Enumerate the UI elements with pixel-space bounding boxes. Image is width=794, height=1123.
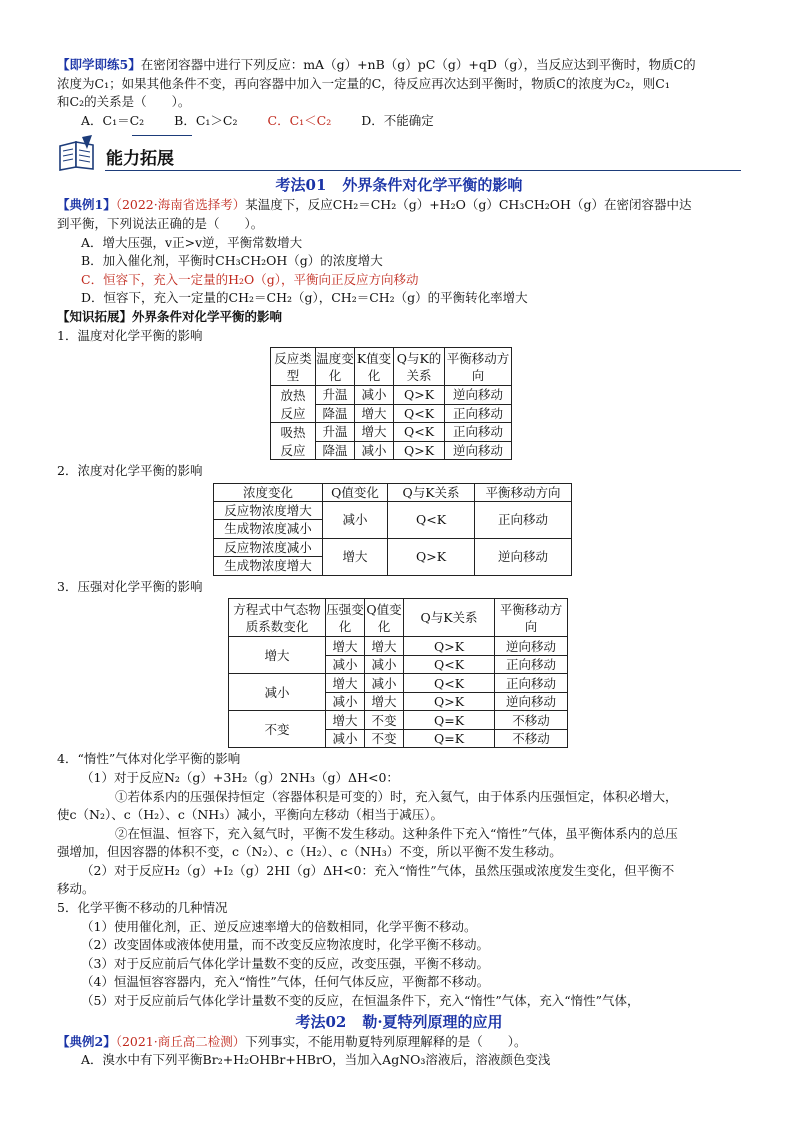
option-c: C．C₁＜C₂ — [267, 112, 332, 128]
practice-options — [57, 112, 741, 131]
temp-header-cell: 反应类型 — [271, 348, 316, 386]
inert-p1b-2: 强增加，但因容器的体积不变，c（N₂）、c（H₂）、c（NH₃）不变，所以平衡不发生移动。 — [57, 844, 562, 860]
inert-p2-1: （2）对于反应H₂（g）+I₂（g）2HI（g）ΔH<0：充入“惰性”气体，虽然压强或浓度发生变化，但平衡不 — [81, 862, 675, 878]
section-banner — [57, 132, 741, 174]
nomove-item: （1）使用催化剂，正、逆反应速率增大的倍数相同，化学平衡不移动。 — [81, 918, 477, 934]
banner-top-rule — [132, 135, 192, 136]
practice-text-2: 浓度为C₁；如果其他条件不变，再向容器中加入一定量的C，待反应再次达到平衡时，物质C的浓度为C₂，则C₁ — [57, 75, 670, 91]
pressure-header-cell: 方程式中气态物质系数变化 — [229, 599, 326, 637]
example-1-option-c: C．恒容下，充入一定量的H₂O（g），平衡向正反应方向移动 — [81, 271, 419, 287]
nomove-title: 5．化学平衡不移动的几种情况 — [57, 900, 228, 916]
book-pen-icon — [57, 134, 97, 172]
nomove-item: （3）对于反应前后气体化学计量数不变的反应，改变压强，平衡不移动。 — [81, 955, 489, 971]
temp-title: 1．温度对化学平衡的影响 — [57, 327, 203, 343]
pressure-header-cell: 平衡移动方向 — [495, 599, 568, 637]
section-1-heading: 考法01 外界条件对化学平衡的影响 — [275, 176, 523, 195]
example-2-option-a: A．溴水中有下列平衡Br₂+H₂OHBr+HBrO，当加入AgNO₃溶液后，溶液颜色变浅 — [81, 1052, 551, 1068]
pressure-title: 3．压强对化学平衡的影响 — [57, 578, 203, 594]
example-1-option-b: B．加入催化剂，平衡时CH₃CH₂OH（g）的浓度增大 — [81, 253, 383, 269]
practice-5 — [57, 56, 741, 130]
conc-header-cell: Q与K关系 — [388, 483, 475, 501]
example-1-source: （2022·海南省选择考） — [115, 197, 246, 213]
example-1-option-d: D．恒容下，充入一定量的CH₂＝CH₂（g），CH₂＝CH₂（g）的平衡转化率增大 — [81, 290, 528, 306]
document-page — [57, 56, 741, 1070]
pressure-header-cell: Q与K关系 — [404, 599, 495, 637]
example-1-text-2: 到平衡，下列说法正确的是（ ）。 — [57, 215, 264, 231]
table-row: 减小 减小 Q<K 正向移动 — [229, 655, 568, 674]
inert-title: 4．“惰性”气体对化学平衡的影响 — [57, 751, 241, 767]
practice-text-3: 和C₂的关系是（ ）。 — [57, 94, 191, 110]
table-row: 反应物浓度减小 增大 Q>K 逆向移动 — [214, 538, 572, 557]
pressure-header-cell: 压强变化 — [326, 599, 365, 637]
table-row: 不变 增大 不变 Q=K 不移动 — [229, 711, 568, 730]
example-1-option-a: A．增大压强，v正>v逆，平衡常数增大 — [81, 234, 303, 250]
conc-header-cell: Q值变化 — [323, 483, 388, 501]
practice-tag: 【即学即练5】 — [57, 57, 141, 72]
inert-p2-2: 移动。 — [57, 881, 95, 897]
temp-header-cell: Q与K的关系 — [394, 348, 445, 386]
option-a: A．C₁＝C₂ — [81, 112, 145, 128]
inert-p1b-1: ②在恒温、恒容下，充入氦气时，平衡不发生移动。这种条件下充入“惰性”气体，虽平衡体系内的总压 — [115, 825, 678, 841]
pressure-table — [228, 598, 568, 748]
temp-header-cell: 平衡移动方向 — [445, 348, 512, 386]
inert-p1: （1）对于反应N₂（g）+3H₂（g）2NH₃（g）ΔH<0： — [81, 769, 399, 785]
table-row: 反应物浓度增大 减小 Q<K 正向移动 — [214, 501, 572, 520]
example-2-source: （2021·商丘高二检测） — [115, 1033, 246, 1049]
example-1-tag: 【典例1】 — [57, 197, 116, 213]
option-d: D．不能确定 — [361, 112, 434, 128]
inert-p1a-1: ①若体系内的压强保持恒定（容器体积是可变的）时，充入氦气，由于体系内压强恒定，体积必增大， — [115, 788, 678, 804]
temp-header-cell: K值变化 — [355, 348, 394, 386]
example-1 — [57, 196, 741, 308]
table-row: 减小 不变 Q=K 不移动 — [229, 729, 568, 748]
nomove-item: （2）改变固体或液体使用量，而不改变反应物浓度时，化学平衡不移动。 — [81, 937, 489, 953]
table-row: 反应 降温 增大 Q<K 正向移动 — [271, 404, 512, 423]
conc-header-cell: 平衡移动方向 — [475, 483, 572, 501]
section-2-heading: 考法02 勒·夏特列原理的应用 — [295, 1012, 503, 1031]
banner-title: 能力拓展 — [106, 149, 174, 170]
table-row: 生成物浓度增大 — [214, 557, 572, 576]
pressure-header-cell: Q值变化 — [365, 599, 404, 637]
table-row: 增大 增大 增大 Q>K 逆向移动 — [229, 637, 568, 656]
temp-header-cell: 温度变化 — [316, 348, 355, 386]
table-row: 减小 增大 减小 Q<K 正向移动 — [229, 674, 568, 693]
temp-table — [270, 347, 512, 460]
conc-title: 2．浓度对化学平衡的影响 — [57, 463, 203, 479]
conc-header-cell: 浓度变化 — [214, 483, 323, 501]
table-row: 反应 降温 减小 Q>K 逆向移动 — [271, 441, 512, 460]
table-row: 吸热 升温 增大 Q<K 正向移动 — [271, 423, 512, 442]
table-row: 生成物浓度减小 — [214, 520, 572, 539]
knowledge-title: 【知识拓展】外界条件对化学平衡的影响 — [57, 308, 283, 324]
example-2-tag: 【典例2】 — [57, 1033, 116, 1049]
nomove-item: （4）恒温恒容容器内，充入“惰性”气体，任何气体反应，平衡都不移动。 — [81, 974, 490, 990]
nomove-item: （5）对于反应前后气体化学计量数不变的反应，在恒温条件下，充入“惰性”气体，充入“惰性”气体， — [81, 993, 640, 1009]
practice-text-1: 在密闭容器中进行下列反应：mA（g）+nB（g）pC（g）+qD（g），当反应达到平衡时，物质C的 — [140, 57, 696, 72]
example-2-text: 下列事实，不能用勒夏特列原理解释的是（ ）。 — [245, 1033, 527, 1049]
example-1-text-1: 某温度下，反应CH₂＝CH₂（g）+H₂O（g）CH₃CH₂OH（g）在密闭容器中达 — [245, 197, 692, 213]
conc-table — [213, 483, 572, 576]
table-row: 减小 增大 Q>K 逆向移动 — [229, 692, 568, 711]
table-row: 放热 升温 减小 Q>K 逆向移动 — [271, 386, 512, 405]
option-b: B．C₁＞C₂ — [174, 112, 238, 128]
banner-rule — [105, 170, 741, 171]
inert-p1a-2: 使c（N₂）、c（H₂）、c（NH₃）减小，平衡向左移动（相当于减压）。 — [57, 807, 443, 823]
